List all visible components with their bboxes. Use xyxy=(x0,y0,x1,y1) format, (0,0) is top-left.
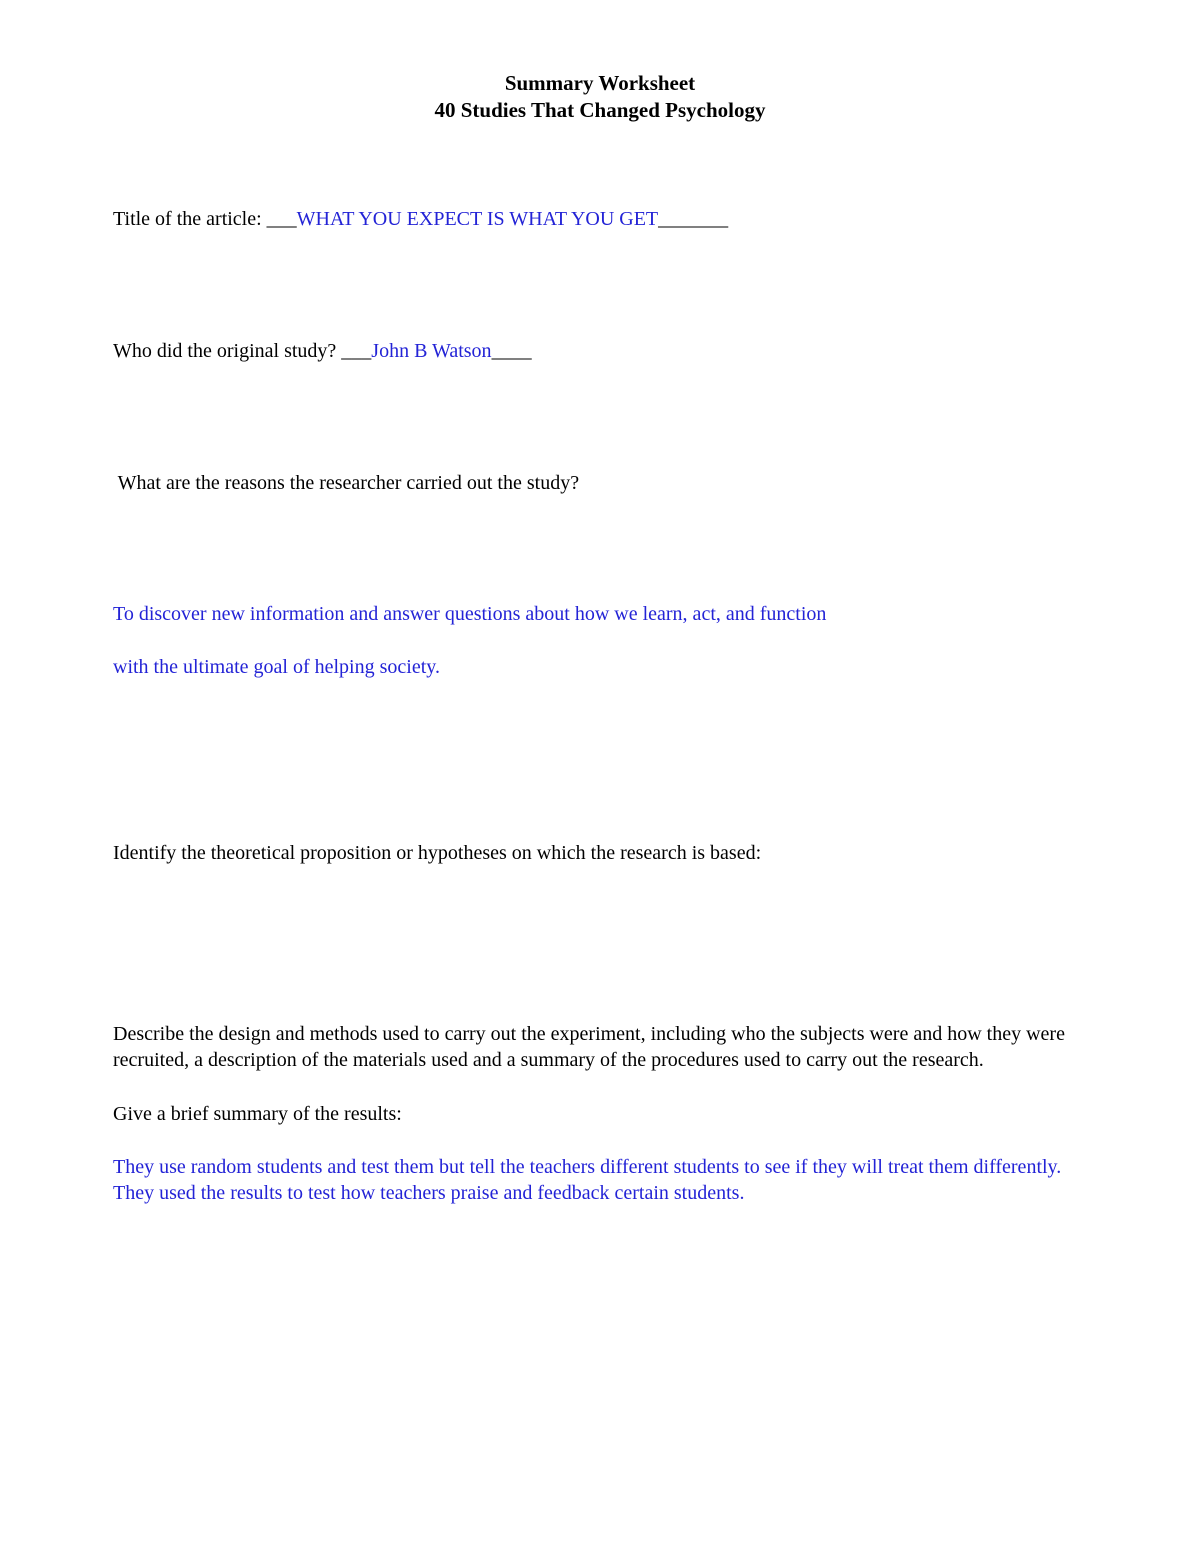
worksheet-header xyxy=(0,70,1200,124)
original-study-answer: John B Watson xyxy=(371,340,492,362)
article-title-answer: WHAT YOU EXPECT IS WHAT YOU GET xyxy=(296,208,659,230)
article-title-trail: _______ xyxy=(658,208,729,230)
reasons-answer-line-2: with the ultimate goal of helping society. xyxy=(113,656,440,678)
original-study-trail: ____ xyxy=(491,340,532,362)
reasons-answer-line-1: To discover new information and answer questions about how we learn, act, and function xyxy=(113,603,827,625)
original-study-field xyxy=(113,338,532,364)
reasons-question: What are the reasons the researcher carried out the study? xyxy=(113,472,580,494)
worksheet-subtitle: 40 Studies That Changed Psychology xyxy=(434,98,766,122)
article-title-field xyxy=(113,206,728,232)
hypotheses-question: Identify the theoretical proposition or hypotheses on which the research is based: xyxy=(113,842,762,864)
results-question: Give a brief summary of the results: xyxy=(113,1103,402,1125)
design-question: Describe the design and methods used to carry out the experiment, including who the subjects were and how they were recruited, a description of the materials used and a summary of the procedures used to carry out the research. xyxy=(113,1023,1065,1071)
article-title-label: Title of the article: ___ xyxy=(113,208,297,230)
original-study-label: Who did the original study? ___ xyxy=(113,340,372,362)
worksheet-title: Summary Worksheet xyxy=(504,71,696,95)
results-answer: They use random students and test them but tell the teachers different students to see if they will treat them differently. They used the results to test how teachers praise and feedback certain students. xyxy=(113,1156,1062,1204)
